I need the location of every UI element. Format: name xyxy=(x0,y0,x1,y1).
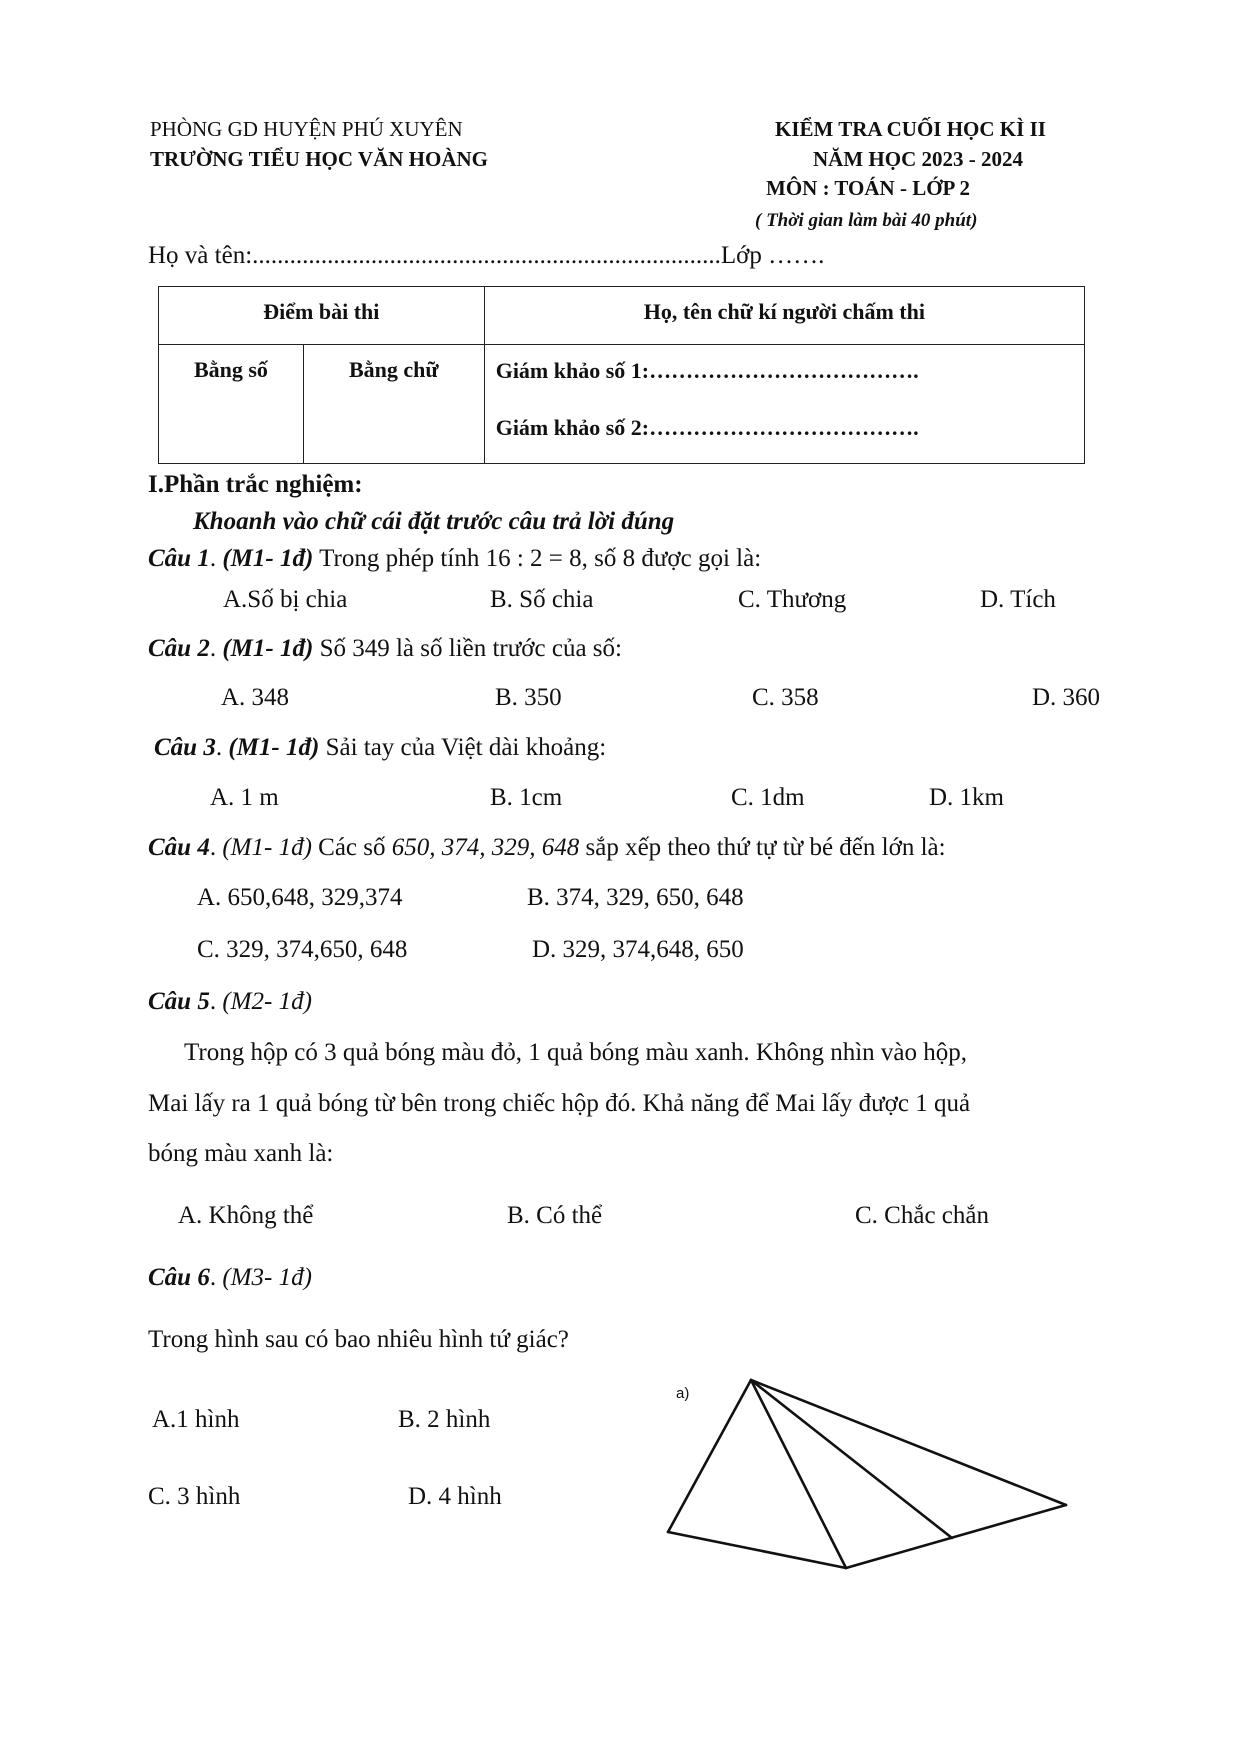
question-2-text: Số 349 là số liền trước của số: xyxy=(313,635,622,662)
section-title: I.Phần trắc nghiệm: xyxy=(148,471,363,498)
question-4-sep: . xyxy=(209,834,223,861)
question-5-label: Câu 5 xyxy=(148,988,210,1015)
q1-option-b[interactable]: B. Số chia xyxy=(490,586,594,613)
q2-option-c[interactable]: C. 358 xyxy=(752,684,819,711)
question-6-level: (M3- 1đ) xyxy=(222,1264,312,1291)
grader-header-cell xyxy=(484,287,1084,345)
question-6 xyxy=(148,1265,312,1290)
figure-inner-line-1 xyxy=(751,1380,846,1568)
question-4 xyxy=(148,835,946,860)
q4-option-a[interactable]: A. 650,648, 329,374 xyxy=(197,884,403,911)
figure-label: a) xyxy=(676,1385,690,1402)
figure-edge-right xyxy=(751,1380,1066,1505)
q1-option-c[interactable]: C. Thương xyxy=(738,586,847,613)
question-1-text: Trong phép tính 16 : 2 = 8, số 8 được gọi là: xyxy=(313,545,762,572)
question-5-body-line-1: Trong hộp có 3 quả bóng màu đỏ, 1 quả bóng màu xanh. Không nhìn vào hộp, xyxy=(184,1039,968,1066)
question-4-level: (M1- 1đ) xyxy=(222,834,312,861)
question-4-text-pre: Các số xyxy=(311,834,392,861)
q2-option-b[interactable]: B. 350 xyxy=(495,684,562,711)
subject-grade: MÔN : TOÁN - LỚP 2 xyxy=(766,176,970,200)
question-3 xyxy=(154,735,606,760)
question-6-label: Câu 6 xyxy=(148,1264,210,1291)
question-2-level: (M1- 1đ) xyxy=(222,635,314,662)
q1-option-d[interactable]: D. Tích xyxy=(980,586,1056,613)
score-by-number-label: Bằng số xyxy=(193,357,268,382)
grader-2-line: Giám khảo số 2:………………………………. xyxy=(495,415,919,440)
figure-edge-bottom-left xyxy=(668,1532,846,1568)
q3-option-b[interactable]: B. 1cm xyxy=(490,784,563,811)
score-by-words-cell xyxy=(303,345,484,464)
grader-cell xyxy=(484,345,1084,464)
q5-option-b[interactable]: B. Có thể xyxy=(507,1202,603,1229)
question-2 xyxy=(148,636,622,661)
score-header-cell xyxy=(159,287,485,345)
q2-option-a[interactable]: A. 348 xyxy=(221,684,290,711)
q3-option-c[interactable]: C. 1dm xyxy=(731,784,805,811)
q6-option-c[interactable]: C. 3 hình xyxy=(148,1483,241,1510)
school-name: TRƯỜNG TIỂU HỌC VĂN HOÀNG xyxy=(150,147,488,171)
question-6-sep: . xyxy=(209,1264,223,1291)
question-4-label: Câu 4 xyxy=(148,834,210,861)
question-5-level: (M2- 1đ) xyxy=(222,988,312,1015)
q1-option-a[interactable]: A.Số bị chia xyxy=(223,586,348,613)
student-name-field xyxy=(148,243,824,268)
question-5-body-line-3: bóng màu xanh là: xyxy=(148,1140,334,1167)
score-by-words-label: Bằng chữ xyxy=(348,357,439,382)
q3-option-a[interactable]: A. 1 m xyxy=(210,784,279,811)
q4-option-c[interactable]: C. 329, 374,650, 648 xyxy=(197,936,408,963)
q3-option-d[interactable]: D. 1km xyxy=(929,784,1004,811)
question-5-sep: . xyxy=(209,988,223,1015)
question-1-level: (M1- 1đ) xyxy=(222,545,314,572)
q6-option-a[interactable]: A.1 hình xyxy=(152,1406,240,1433)
q6-option-b[interactable]: B. 2 hình xyxy=(398,1406,491,1433)
exam-title: KIỂM TRA CUỐI HỌC KÌ II xyxy=(775,117,1046,141)
exam-duration: ( Thời gian làm bài 40 phút) xyxy=(755,210,978,231)
score-table xyxy=(158,286,1085,464)
figure-inner-line-2 xyxy=(751,1380,952,1538)
question-6-prompt: Trong hình sau có bao nhiêu hình tứ giác? xyxy=(148,1326,569,1353)
q6-option-d[interactable]: D. 4 hình xyxy=(408,1483,502,1510)
question-3-sep: . xyxy=(215,734,229,761)
department-name: PHÒNG GD HUYỆN PHÚ XUYÊN xyxy=(150,117,463,141)
question-5 xyxy=(148,989,312,1014)
score-by-number-cell xyxy=(159,345,304,464)
section-instruction: Khoanh vào chữ cái đặt trước câu trả lời đúng xyxy=(193,508,675,535)
q4-option-d[interactable]: D. 329, 374,648, 650 xyxy=(532,936,744,963)
question-4-numbers: 650, 374, 329, 648 xyxy=(391,834,580,861)
question-3-level: (M1- 1đ) xyxy=(228,734,320,761)
question-5-body-line-2: Mai lấy ra 1 quả bóng từ bên trong chiếc hộp đó. Khả năng để Mai lấy được 1 quả xyxy=(148,1090,971,1117)
q2-option-d[interactable]: D. 360 xyxy=(1032,684,1101,711)
figure-edge-bottom-right xyxy=(846,1505,1066,1568)
question-2-label: Câu 2 xyxy=(148,635,210,662)
figure-edge-left xyxy=(668,1380,751,1532)
q4-option-b[interactable]: B. 374, 329, 650, 648 xyxy=(527,884,744,911)
question-3-text: Sải tay của Việt dài khoảng: xyxy=(319,734,607,761)
question-1 xyxy=(148,546,761,571)
score-header: Điểm bài thi xyxy=(263,299,380,324)
quadrilateral-figure xyxy=(650,1370,1080,1580)
question-4-text-post: sắp xếp theo thứ tự từ bé đến lớn là: xyxy=(579,834,946,861)
q5-option-a[interactable]: A. Không thể xyxy=(178,1202,314,1229)
question-3-label: Câu 3 xyxy=(154,734,216,761)
grader-1-line: Giám khảo số 1:………………………………. xyxy=(495,358,919,383)
class-label: Lớp ……. xyxy=(720,242,825,269)
grader-header: Họ, tên chữ kí người chấm thi xyxy=(643,299,925,324)
q5-option-c[interactable]: C. Chắc chắn xyxy=(855,1202,989,1229)
question-1-sep: . xyxy=(209,545,223,572)
student-name-label: Họ và tên:........................................................................... xyxy=(148,242,721,269)
question-1-label: Câu 1 xyxy=(148,545,210,572)
question-2-sep: . xyxy=(209,635,223,662)
school-year: NĂM HỌC 2023 - 2024 xyxy=(813,147,1023,171)
